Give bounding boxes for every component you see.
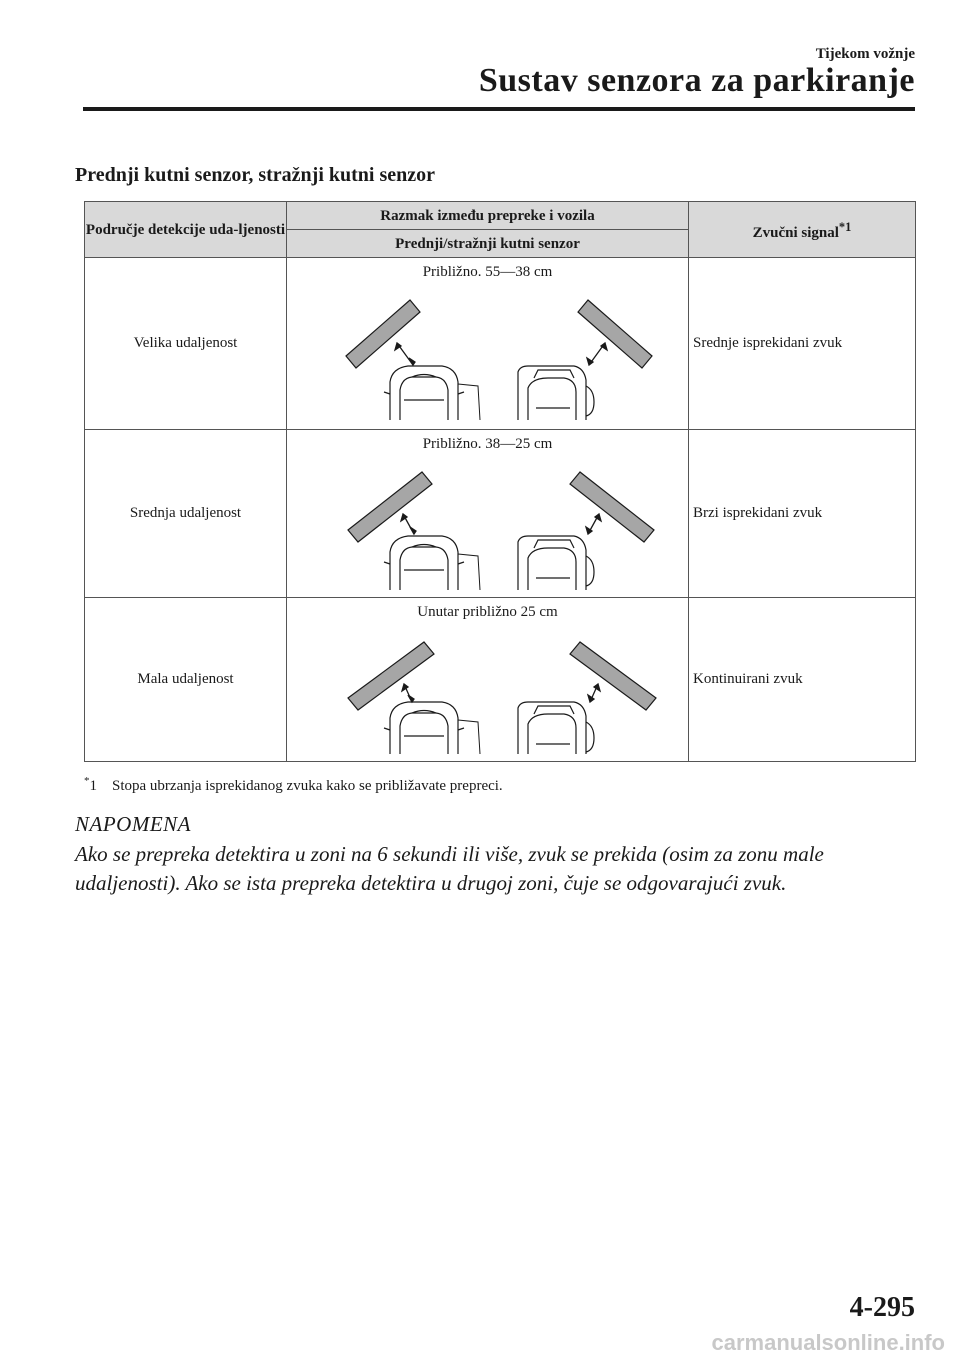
row-signal-text: Brzi isprekidani zvuk	[689, 430, 916, 598]
car-front-view	[384, 536, 480, 590]
header-signal-footnote-ref: *1	[838, 219, 852, 234]
header-signal: Zvučni signal$^{*1}$	[689, 202, 916, 258]
row-distance-cell	[287, 430, 689, 598]
car-front-view	[384, 366, 480, 420]
header-divider	[83, 107, 915, 111]
front-obstacle	[348, 472, 432, 542]
row-distance-cell	[287, 598, 689, 762]
footnote-marker: *	[84, 775, 90, 787]
table-row	[85, 430, 916, 598]
rear-obstacle	[570, 472, 654, 542]
distance-arrow	[395, 343, 607, 365]
car-rear-view	[518, 536, 594, 590]
chapter-kicker: Tijekom vožnje	[815, 46, 915, 62]
page-number: 4-295	[849, 1292, 915, 1323]
row-distance-text: Unutar približno 25 cm	[417, 604, 558, 620]
page-title: Sustav senzora za parkiranje	[478, 62, 915, 99]
rear-obstacle	[578, 300, 652, 368]
car-rear-view	[518, 702, 594, 754]
row-distance-text: Približno. 38―25 cm	[422, 436, 553, 452]
row-distance-cell	[287, 258, 689, 430]
watermark-text: carmanualsonline.info	[711, 1330, 945, 1355]
footnote	[84, 775, 503, 795]
footnote-text: Stopa ubrzanja isprekidanog zvuka kako se približavate prepreci.	[112, 778, 503, 794]
header-area: Područje detekcije uda-ljenosti	[85, 202, 287, 258]
distance-arrow	[402, 684, 600, 702]
row-area-label: Mala udaljenost	[85, 598, 287, 762]
table-row	[85, 258, 916, 430]
row-distance-text: Približno. 55―38 cm	[422, 264, 553, 280]
header-distance: Razmak između prepreke i vozila	[287, 202, 689, 230]
front-obstacle	[348, 642, 434, 710]
corner-sensor-diagram	[308, 622, 668, 754]
note-body: Ako se prepreka detektira u zoni na 6 sekundi ili više, zvuk se prekida (osim za zonu male udaljenosti). Ako se ista prepreka detektira u drugoj zoni, čuje se odgovarajući zvuk.	[75, 842, 824, 895]
rear-obstacle	[570, 642, 656, 710]
distance-arrow	[401, 514, 601, 534]
car-front-view	[384, 702, 480, 754]
corner-sensor-diagram	[308, 454, 668, 590]
row-signal-text: Kontinuirani zvuk	[689, 598, 916, 762]
car-rear-view	[518, 366, 594, 420]
row-area-label: Srednja udaljenost	[85, 430, 287, 598]
sensor-table	[84, 201, 916, 762]
section-heading: Prednji kutni senzor, stražnji kutni senzor	[75, 164, 436, 186]
header-sensor: Prednji/stražnji kutni senzor	[287, 230, 689, 258]
front-obstacle	[346, 300, 420, 368]
footnote-number: 1	[89, 778, 97, 794]
corner-sensor-diagram	[308, 282, 668, 422]
row-area-label: Velika udaljenost	[85, 258, 287, 430]
row-signal-text: Srednje isprekidani zvuk	[689, 258, 916, 430]
table-row	[85, 598, 916, 762]
note-title: NAPOMENA	[75, 812, 191, 836]
